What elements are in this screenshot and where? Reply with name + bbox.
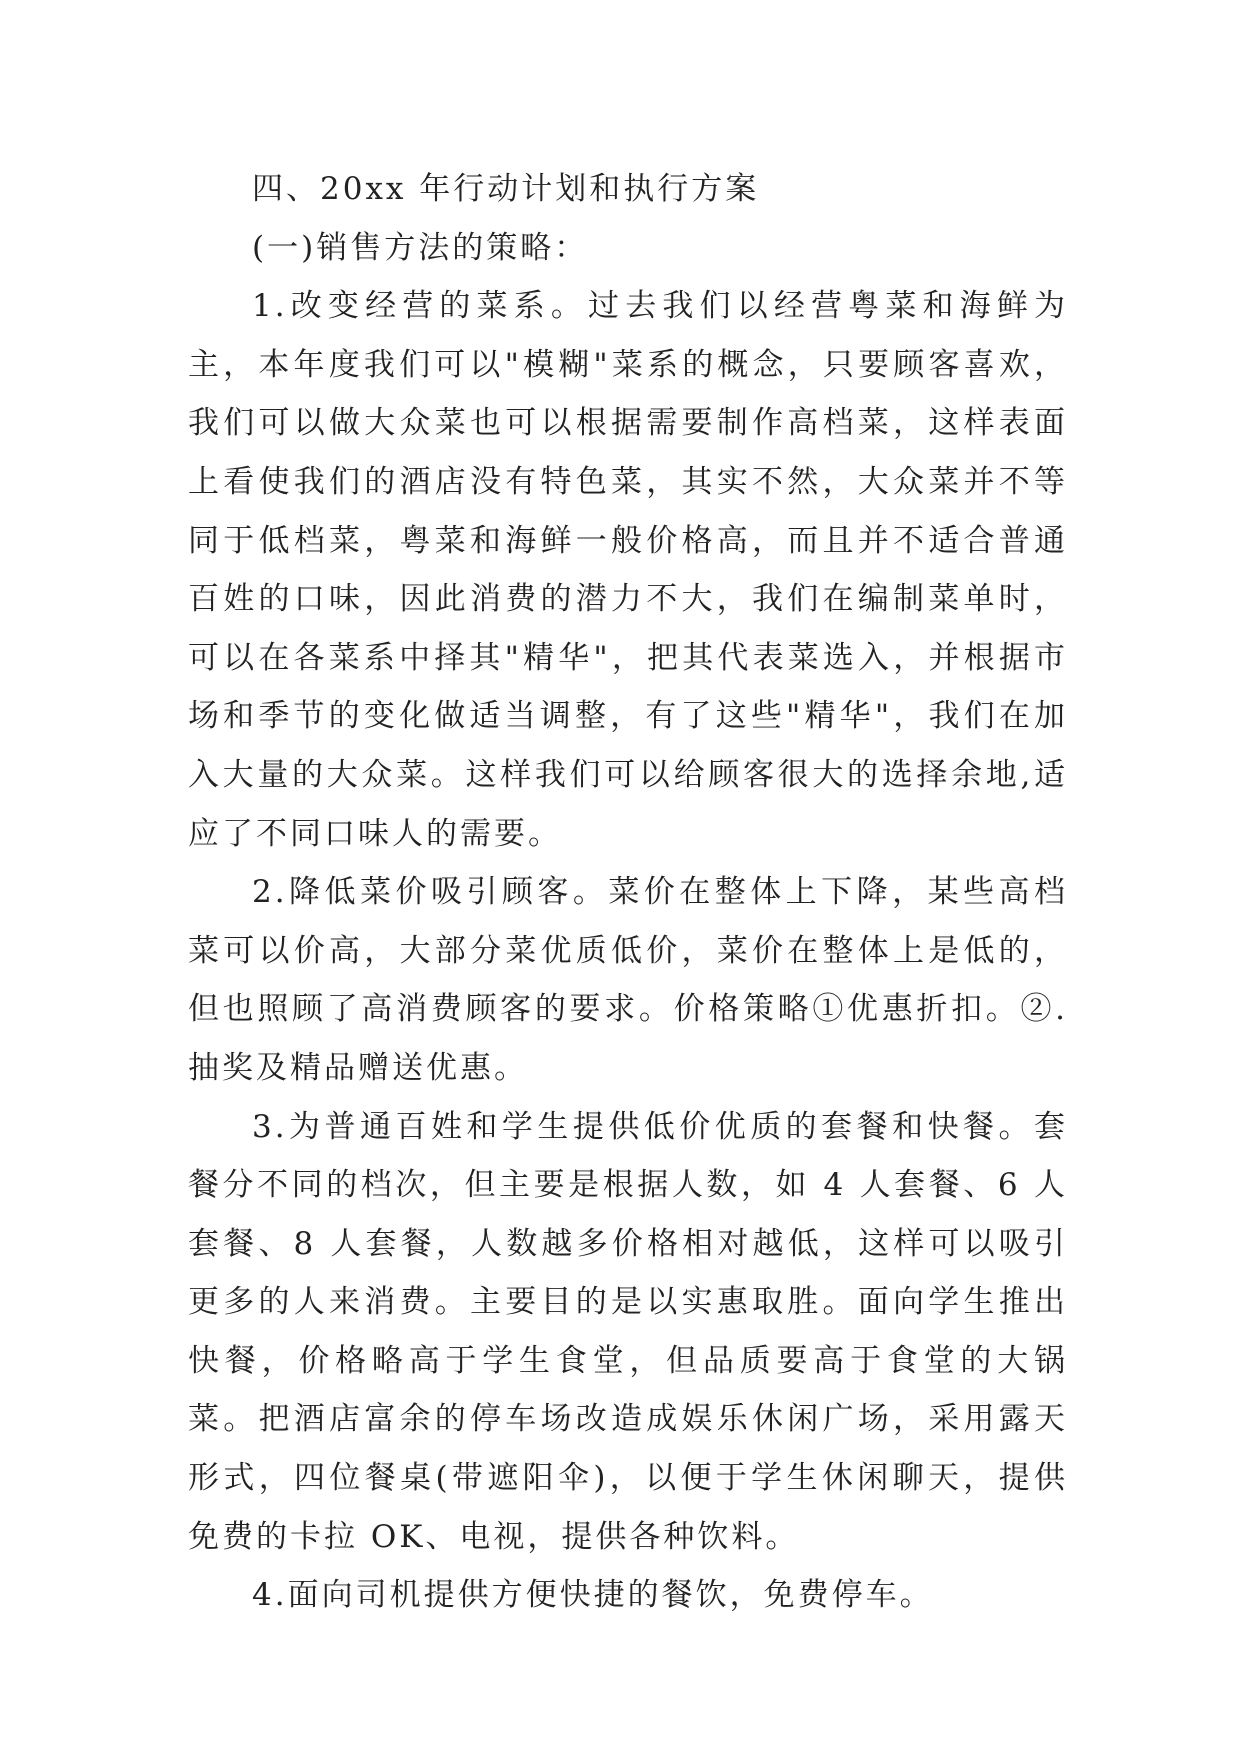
subsection-heading: (一)销售方法的策略： [252,229,589,266]
paragraph-4: 4.面向司机提供方便快捷的餐饮，免费停车。 [252,1577,934,1614]
paragraph-3: 3.为普通百姓和学生提供低价优质的套餐和快餐。套餐分不同的档次，但主要是根据人数，如 4 人套餐、6 人套餐、8 人套餐，人数越多价格相对越低，这样可以吸引更多的人来消费。主要目的是以实惠取胜。面向学生推出快餐，价格略高于学生食堂，但品质要高于食堂的大锅菜。把酒店富余的停车场改造成娱乐休闲广场，采用露天形式，四位餐桌(带遮阳伞)，以便于学生休闲聊天，提供免费的卡拉 OK、电视，提供各种饮料。 [188,1108,1068,1555]
section-heading: 四、20xx 年行动计划和执行方案 [252,171,760,207]
paragraph-2: 2.降低菜价吸引顾客。菜价在整体上下降，某些高档菜可以价高，大部分菜优质低价，菜价在整体上是低的，但也照顾了高消费顾客的要求。价格策略①优惠折扣。②.抽奖及精品赠送优惠。 [188,874,1068,1086]
paragraph-1: 1.改变经营的菜系。过去我们以经营粤菜和海鲜为主，本年度我们可以"模糊"菜系的概念，只要顾客喜欢，我们可以做大众菜也可以根据需要制作高档菜，这样表面上看使我们的酒店没有特色菜，其实不然，大众菜并不等同于低档菜，粤菜和海鲜一般价格高，而且并不适合普通百姓的口味，因此消费的潜力不大，我们在编制菜单时，可以在各菜系中择其"精华"，把其代表菜选入，并根据市场和季节的变化做适当调整，有了这些"精华"，我们在加入大量的大众菜。这样我们可以给顾客很大的选择余地,适应了不同口味人的需要。 [188,288,1068,852]
document-body [188,160,1068,1625]
